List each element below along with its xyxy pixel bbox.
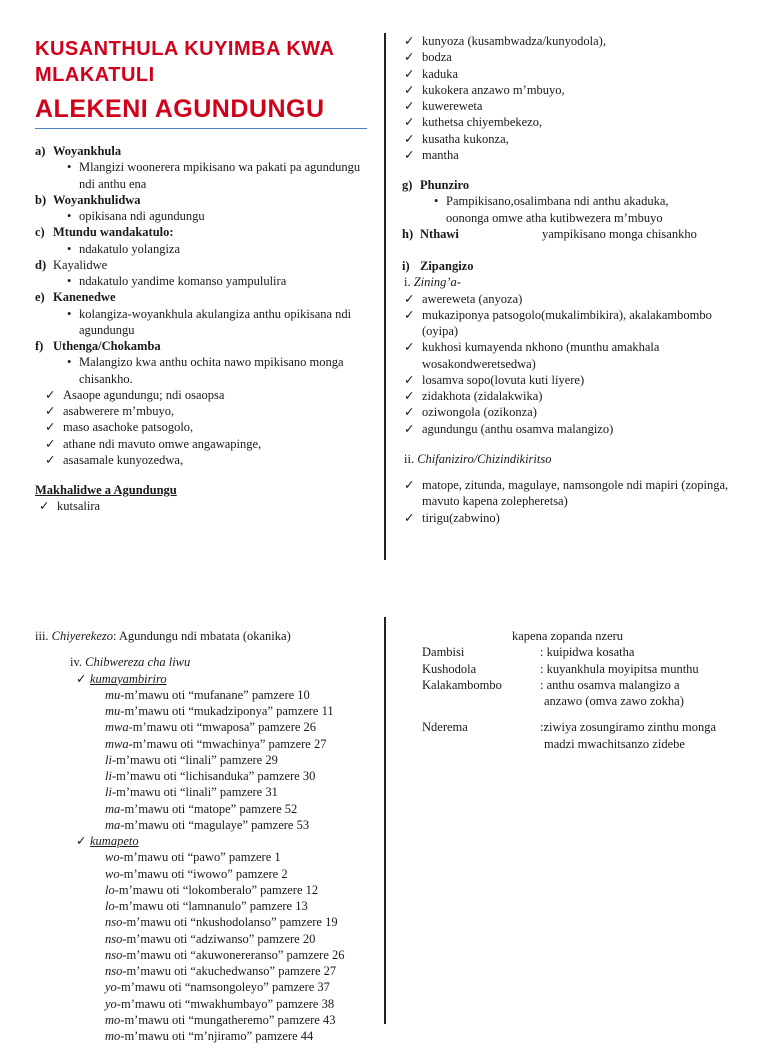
section-heading: Kanenedwe [53,290,116,304]
group-label-row [90,671,380,687]
repetition-entry [90,736,380,752]
section-bullets [35,241,370,257]
zining-list [402,291,742,437]
entry-text: -m’mawu oti “akuchedwanso” pamzere 27 [122,964,336,978]
chifaniziro-heading [402,451,742,467]
right-column-top [402,33,742,526]
makhalidwe-item-text: kukokera anzawo m’mbuyo, [422,83,565,97]
entry-text: -m’mawu oti “iwowo” pamzere 2 [120,867,288,881]
zining-item [422,339,742,372]
check-mark-icon: ✓ [404,421,414,437]
section-letter: h) [402,226,420,242]
repetition-entry [90,963,380,979]
zining-item-text: mukaziponya patsogolo(mukalimbikira), akalakambombo (oyipa) [422,308,712,338]
entry-prefix: yo [105,980,117,994]
repetition-entry [90,784,380,800]
entry-prefix: nso [105,915,122,929]
right-column-bottom [400,628,740,752]
repetition-entry [90,1028,380,1044]
entry-prefix: mu [105,704,120,718]
definition-term: Dambisi [422,644,540,660]
entry-prefix: wo [105,867,120,881]
makhalidwe-item-text: kusatha kukonza, [422,132,509,146]
section-bullet: • Malangizo kwa anthu ochita nawo mpikisano monga chisankho. [79,354,370,387]
repetition-entry [90,703,380,719]
makhalidwe-list-right [402,33,742,163]
zining-item [422,291,742,307]
definition-term: Nderema [422,719,540,735]
chibwereza-group [35,671,380,834]
document-title: KUSANTHULA KUYIMBA KWA MLAKATULI [35,36,370,88]
makhalidwe-item [422,131,742,147]
zining-item-text: agundungu (anthu osamva malangizo) [422,422,613,436]
analysis-sections [35,143,370,387]
section-zipangizo [402,258,742,274]
zining-item-text: losamva sopo(lovuta kuti liyere) [422,373,584,387]
entry-text: -m’mawu oti “nkushodolanso” pamzere 19 [122,915,337,929]
chifaniziro-item-text: matope, zitunda, magulaye, namsongole ndi mapiri (zopinga, mavuto kapena zolepheretsa) [422,478,728,508]
entry-prefix: mwa [105,737,129,751]
uthenga-item [63,452,370,468]
check-mark-icon: ✓ [404,33,414,49]
uthenga-checklist [35,387,370,468]
uthenga-item-text: maso asachoke patsogolo, [63,420,193,434]
chifaniziro-list [402,477,742,526]
section-heading: Zipangizo [420,259,474,273]
section-letter: b) [35,192,53,208]
section-letter: d) [35,257,53,273]
entry-text: -m’mawu oti “lokomberalo” pamzere 12 [115,883,318,897]
chibwereza-groups [35,671,380,1044]
phunziro-line-2: oononga omwe atha kutibwezera m’mbuyo [446,211,663,225]
makhalidwe-heading: Makhalidwe a Agundungu [35,482,370,498]
section-suffix: : [169,225,173,239]
entry-prefix: li [105,769,112,783]
definition-text: : kuipidwa kosatha [540,644,740,660]
entry-text: -m’mawu oti “mwaposa” pamzere 26 [129,720,316,734]
check-mark-icon: ✓ [404,114,414,130]
phunziro-line-1: Pampikisano,osalimbana ndi anthu akaduka, [446,194,669,208]
zining-label: Zining’a- [414,275,461,289]
definition-term: Kalakambombo [422,677,540,693]
makhalidwe-item-text: mantha [422,148,459,162]
zining-item [422,421,742,437]
check-mark-icon: ✓ [39,498,49,514]
section-heading-row [35,143,370,159]
repetition-entry [90,882,380,898]
repetition-entry [90,687,380,703]
check-mark-icon: ✓ [76,833,86,849]
makhalidwe-item [422,114,742,130]
entry-prefix: ma [105,802,120,816]
definition-row [400,661,740,677]
repetition-entry [90,979,380,995]
column-divider-bottom [384,617,386,1024]
uthenga-item-text: athane ndi mavuto omwe angawapinge, [63,437,261,451]
definitions-list [400,644,740,752]
title-underline-rule [35,128,367,129]
entry-prefix: mu [105,688,120,702]
entry-text: -m’mawu oti “matope” pamzere 52 [120,802,297,816]
roman-numeral: ii. [404,452,414,466]
column-divider-top [384,33,386,560]
entry-prefix: nso [105,948,122,962]
definition-text: : kuyankhula moyipitsa munthu [540,661,740,677]
group-label: kumayambiriro [90,672,167,686]
definition-text: : anthu osamva malangizo a [540,677,740,693]
section-bullets [35,159,370,192]
makhalidwe-item [422,49,742,65]
check-mark-icon: ✓ [404,82,414,98]
entry-prefix: ma [105,818,120,832]
section-bullet: • ndakatulo yolangiza [79,241,370,257]
uthenga-item [63,387,370,403]
entry-prefix: li [105,785,112,799]
zining-item [422,372,742,388]
entry-text: -m’mawu oti “mwachinya” pamzere 27 [129,737,327,751]
section-letter: g) [402,177,420,193]
poem-title: ALEKENI AGUNDUNGU [35,94,370,124]
section-letter: a) [35,143,53,159]
group-label: kumapeto [90,834,139,848]
entry-text: -m’mawu oti “namsongoleyo” pamzere 37 [117,980,330,994]
repetition-entry [90,801,380,817]
roman-numeral: i. [404,275,411,289]
entry-text: -m’mawu oti “magulaye” pamzere 53 [120,818,309,832]
section-bullets [35,273,370,289]
phunziro-bullet [446,193,742,226]
check-mark-icon: ✓ [404,66,414,82]
chibwereza-label: Chibwereza cha liwu [85,655,190,669]
repetition-entry [90,996,380,1012]
makhalidwe-list-left [35,498,370,514]
section-letter: f) [35,338,53,354]
repetition-entry [90,817,380,833]
check-mark-icon: ✓ [45,387,55,403]
entry-text: -m’mawu oti “mwakhumbayo” pamzere 38 [117,997,334,1011]
makhalidwe-item-text: kunyoza (kusambwadza/kunyodola), [422,34,606,48]
zining-item-text: kukhosi kumayenda nkhono (munthu amakhala wosakondweretsedwa) [422,340,659,370]
definition-row [400,719,740,735]
check-mark-icon: ✓ [404,291,414,307]
section-letter: c) [35,224,53,240]
entry-prefix: lo [105,883,115,897]
section-bullets [35,306,370,339]
chibwereza-group [35,833,380,1044]
section-heading: Mtundu wandakatulo [53,225,169,239]
check-mark-icon: ✓ [45,419,55,435]
chiyerekezo-label: Chiyerekezo [52,629,113,643]
chiyerekezo-text: : Agundungu ndi mbatata (okanika) [113,629,291,643]
definition-text: :ziwiya zosungiramo zinthu monga [540,719,740,735]
repetition-entry [90,947,380,963]
entry-text: -m’mawu oti “mungatheremo” pamzere 43 [120,1013,335,1027]
chifaniziro-label: Chifaniziro/Chizindikiritso [417,452,551,466]
makhalidwe-item-text: bodza [422,50,452,64]
left-column-bottom [35,628,380,1044]
check-mark-icon: ✓ [45,452,55,468]
section-heading: Phunziro [420,178,469,192]
chiyerekezo-line [35,628,380,644]
entry-text: -m’mawu oti “mukadziponya” pamzere 11 [120,704,333,718]
check-mark-icon: ✓ [404,388,414,404]
section-bullet: • ndakatulo yandime komanso yampululira [79,273,370,289]
entry-prefix: lo [105,899,115,913]
chifaniziro-item-text: tirigu(zabwino) [422,511,500,525]
section-bullet: • Mlangizi woonerera mpikisano wa pakati pa agundungu ndi anthu ena [79,159,370,192]
check-mark-icon: ✓ [404,147,414,163]
zining-item [422,307,742,340]
section-letter: e) [35,289,53,305]
makhalidwe-item [422,98,742,114]
check-mark-icon: ✓ [404,372,414,388]
repetition-entry [90,849,380,865]
entry-text: -m’mawu oti “akuwonereranso” pamzere 26 [122,948,344,962]
check-mark-icon: ✓ [404,98,414,114]
repetition-entry [90,898,380,914]
section-bullets [35,208,370,224]
zining-item [422,388,742,404]
chifaniziro-item [422,477,742,510]
entry-prefix: nso [105,932,122,946]
repetition-entry [90,1012,380,1028]
repetition-entry [90,931,380,947]
entry-text: -m’mawu oti “adziwanso” pamzere 20 [122,932,315,946]
uthenga-item [63,403,370,419]
makhalidwe-item-text: kutsalira [57,499,100,513]
check-mark-icon: ✓ [404,339,414,355]
kapena-line: kapena zopanda nzeru [400,628,740,644]
entry-prefix: li [105,753,112,767]
entry-text: -m’mawu oti “lamnanulo” pamzere 13 [115,899,308,913]
check-mark-icon: ✓ [404,404,414,420]
group-label-row [90,833,380,849]
definition-continuation: anzawo (omva zawo zokha) [400,693,740,709]
check-mark-icon: ✓ [404,131,414,147]
repetition-entry [90,768,380,784]
section-phunziro [402,177,742,193]
zining-item-text: oziwongola (ozikonza) [422,405,537,419]
entry-text: -m’mawu oti “m’njiramo” pamzere 44 [120,1029,313,1043]
section-nthawi [402,226,742,242]
zining-item-text: awereweta (anyoza) [422,292,522,306]
check-mark-icon: ✓ [45,403,55,419]
section-bullets [35,354,370,387]
zining-heading [402,274,742,290]
phunziro-bullets [402,193,742,226]
entry-text: -m’mawu oti “linali” pamzere 29 [112,753,278,767]
section-heading-row [35,257,370,273]
makhalidwe-item [57,498,370,514]
definition-spacer [400,709,740,719]
entry-prefix: mwa [105,720,129,734]
zining-item-text: zidakhota (zidalakwika) [422,389,542,403]
uthenga-item-text: Asaope agundungu; ndi osaopsa [63,388,224,402]
definition-term: Kushodola [422,661,540,677]
entry-prefix: nso [105,964,122,978]
entry-prefix: wo [105,850,120,864]
entry-prefix: mo [105,1029,120,1043]
check-mark-icon: ✓ [404,307,414,323]
left-column-top [35,36,370,515]
entry-prefix: mo [105,1013,120,1027]
zining-item [422,404,742,420]
uthenga-item [63,436,370,452]
section-bullet: • kolangiza-woyankhula akulangiza anthu opikisana ndi agundungu [79,306,370,339]
section-heading-row [35,289,370,305]
repetition-entry [90,866,380,882]
section-heading-row [35,192,370,208]
makhalidwe-item-text: kuwereweta [422,99,482,113]
definition-row [400,644,740,660]
section-heading-row [35,224,370,240]
chifaniziro-item [422,510,742,526]
entry-text: -m’mawu oti “pawo” pamzere 1 [120,850,281,864]
repetition-entry [90,752,380,768]
entry-text: -m’mawu oti “linali” pamzere 31 [112,785,278,799]
check-mark-icon: ✓ [404,49,414,65]
repetition-entry [90,914,380,930]
roman-numeral: iii. [35,629,49,643]
uthenga-item [63,419,370,435]
entry-text: -m’mawu oti “mufanane” pamzere 10 [120,688,310,702]
makhalidwe-item [422,66,742,82]
roman-numeral: iv. [70,655,82,669]
makhalidwe-item-text: kuthetsa chiyembekezo, [422,115,542,129]
section-letter: i) [402,258,420,274]
makhalidwe-item [422,147,742,163]
definition-continuation: madzi mwachitsanzo zidebe [400,736,740,752]
makhalidwe-item [422,82,742,98]
check-mark-icon: ✓ [404,477,414,493]
nthawi-value: yampikisano monga chisankho [542,226,697,242]
makhalidwe-item-text: kaduka [422,67,458,81]
repetition-entry [90,719,380,735]
section-heading: Nthawi [420,227,459,241]
section-heading: Woyankhula [53,144,121,158]
makhalidwe-item [422,33,742,49]
definition-row [400,677,740,693]
entry-prefix: yo [105,997,117,1011]
uthenga-item-text: asabwerere m’mbuyo, [63,404,174,418]
section-bullet: • opikisana ndi agundungu [79,208,370,224]
section-heading: Kayalidwe [53,258,107,272]
chibwereza-heading [35,654,380,670]
check-mark-icon: ✓ [404,510,414,526]
section-heading: Woyankhulidwa [53,193,141,207]
uthenga-item-text: asasamale kunyozedwa, [63,453,183,467]
section-heading-row [35,338,370,354]
check-mark-icon: ✓ [45,436,55,452]
section-heading: Uthenga/Chokamba [53,339,161,353]
check-mark-icon: ✓ [76,671,86,687]
entry-text: -m’mawu oti “lichisanduka” pamzere 30 [112,769,315,783]
